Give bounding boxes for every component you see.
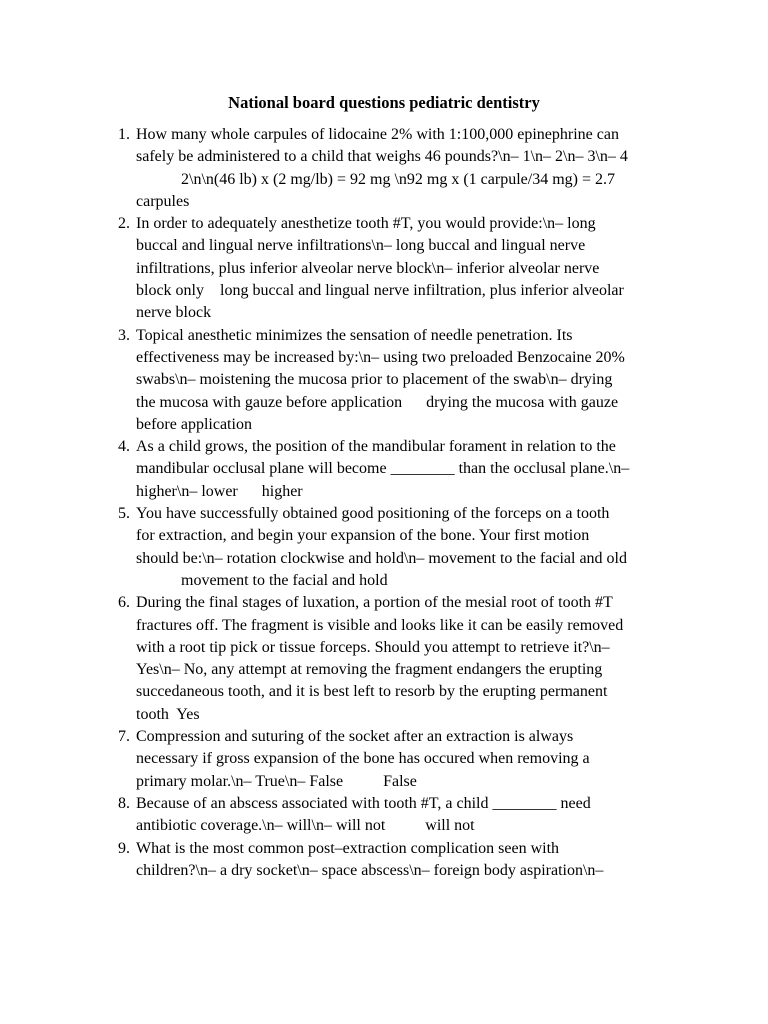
question-text-line: What is the most common post–extraction complication seen with	[136, 839, 560, 857]
question-text-line: Topical anesthetic minimizes the sensation of needle penetration. Its	[136, 326, 573, 344]
page-title: National board questions pediatric dentistry	[228, 93, 540, 112]
question-number: 4.	[118, 438, 130, 456]
question-text-line: children?\n– a dry socket\n– space abscess\n– foreign body aspiration\n–	[136, 861, 604, 879]
question-item	[0, 793, 768, 838]
question-number: 9.	[118, 839, 130, 857]
question-number: 7.	[118, 728, 130, 746]
question-number: 1.	[118, 126, 130, 143]
question-item	[0, 592, 768, 726]
question-item	[0, 503, 768, 592]
question-item	[0, 838, 768, 883]
question-text-line: How many whole carpules of lidocaine 2% with 1:100,000 epinephrine can	[136, 126, 619, 143]
question-text-line: should be:\n– rotation clockwise and hold\n– movement to the facial and old	[136, 549, 627, 567]
question-text-line: 2\n\n(46 lb) x (2 mg/lb) = 92 mg \n92 mg x (1 carpule/34 mg) = 2.7	[181, 170, 615, 188]
question-text-line: Because of an abscess associated with tooth #T, a child ________ need	[136, 794, 591, 812]
question-text-line: tooth Yes	[136, 705, 200, 723]
question-number: 5.	[118, 505, 130, 523]
question-item	[0, 436, 768, 503]
question-text-line: block only long buccal and lingual nerve infiltration, plus inferior alveolar	[136, 282, 624, 300]
question-text-line: mandibular occlusal plane will become ________ than the occlusal plane.\n–	[136, 460, 630, 478]
question-text-line: In order to adequately anesthetize tooth #T, you would provide:\n– long	[136, 215, 596, 233]
question-text-line: with a root tip pick or tissue forceps. Should you attempt to retrieve it?\n–	[136, 638, 610, 656]
question-text-line: antibiotic coverage.\n– will\n– will not will not	[136, 817, 475, 835]
question-item	[0, 124, 768, 213]
question-text-line: the mucosa with gauze before application drying the mucosa with gauze	[136, 393, 619, 411]
question-text-line: movement to the facial and hold	[181, 571, 388, 589]
question-text-line: necessary if gross expansion of the bone has occured when removing a	[136, 750, 590, 768]
question-text-line: nerve block	[136, 304, 212, 322]
question-text-line: primary molar.\n– True\n– False False	[136, 772, 417, 790]
question-item	[0, 213, 768, 324]
question-item	[0, 325, 768, 436]
question-text-line: swabs\n– moistening the mucosa prior to placement of the swab\n– drying	[136, 371, 613, 389]
question-text-line: Compression and suturing of the socket after an extraction is always	[136, 728, 574, 746]
question-text-line: fractures off. The fragment is visible and looks like it can be easily removed	[136, 616, 624, 634]
question-list	[0, 124, 768, 882]
question-text-line: safely be administered to a child that weighs 46 pounds?\n– 1\n– 2\n– 3\n– 4	[136, 148, 628, 166]
question-text-line: higher\n– lower higher	[136, 482, 303, 500]
question-text-line: During the final stages of luxation, a portion of the mesial root of tooth #T	[136, 594, 613, 612]
question-text-line: infiltrations, plus inferior alveolar nerve block\n– inferior alveolar nerve	[136, 259, 600, 277]
question-number: 6.	[118, 594, 130, 612]
question-text-line: buccal and lingual nerve infiltrations\n– long buccal and lingual nerve	[136, 237, 586, 255]
question-text-line: effectiveness may be increased by:\n– using two preloaded Benzocaine 20%	[136, 348, 625, 366]
question-text-line: Yes\n– No, any attempt at removing the fragment endangers the erupting	[136, 661, 603, 679]
question-number: 2.	[118, 215, 130, 233]
question-number: 3.	[118, 326, 130, 344]
question-text-line: You have successfully obtained good positioning of the forceps on a tooth	[136, 505, 610, 523]
question-item	[0, 726, 768, 793]
question-text-line: As a child grows, the position of the mandibular forament in relation to the	[136, 438, 616, 456]
question-text-line: for extraction, and begin your expansion of the bone. Your first motion	[136, 527, 590, 545]
question-text-line: carpules	[136, 192, 190, 210]
question-text-line: succedaneous tooth, and it is best left to resorb by the erupting permanent	[136, 683, 608, 701]
question-text-line: before application	[136, 415, 252, 433]
question-number: 8.	[118, 794, 130, 812]
